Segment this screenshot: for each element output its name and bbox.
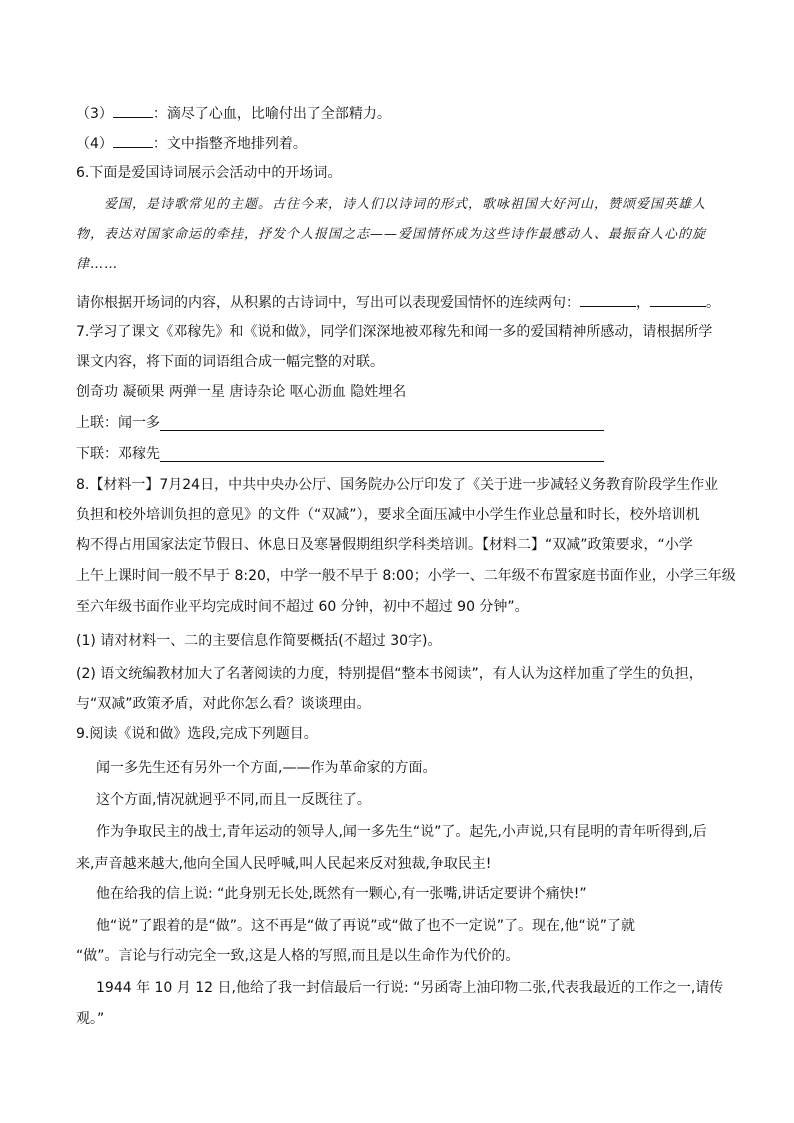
item-text: ：文中指整齐地排列着。 <box>152 136 307 152</box>
passage-line: 爱国，是诗歌常见的主题。古往今来，诗人们以诗词的形式，歌咏祖国大好河山，赞颂爱国英雄人 <box>104 197 707 212</box>
question-8-sub-2: (2) 语文统编教材加大了名著阅读的力度，特别提倡“整本书阅读”，有人认为这样加重了学生的负担， <box>76 666 703 682</box>
vocab-item-3 <box>76 103 391 124</box>
reading-paragraph: 他在给我的信上说: “此身别无长处,既然有一颗心,有一张嘴,讲话定要讲个痛快!” <box>96 886 587 902</box>
question-8-line: 构不得占用国家法定节假日、休息日及寒暑假期组织学科类培训。【材料二】“双减”政策要求，“小学 <box>76 537 693 553</box>
question-9-title: 9.阅读《说和做》选段,完成下列题目。 <box>76 726 318 742</box>
question-8-line: 上午上课时间一般不早于 8:20，中学一般不早于 8:00；小学一、二年级不布置家庭书面作业，小学三年级 <box>76 568 736 584</box>
question-7-line: 课文内容，将下面的词语组合成一幅完整的对联。 <box>76 354 384 370</box>
item-number: （4） <box>76 136 113 152</box>
question-8-line: 负担和校外培训负担的意见》的文件（“双减”），要求全面压减中小学生作业总量和时长，校外培训机 <box>76 507 700 523</box>
opening-speech-passage <box>76 190 726 280</box>
reading-paragraph: 闻一多先生还有另外一个方面,——作为革命家的方面。 <box>96 760 437 776</box>
reading-paragraph: 1944 年 10 月 12 日,他给了我一封信最后一行说: “另函寄上油印物二张,代表我最近的工作之一,请传 <box>96 980 724 996</box>
vocab-item-4 <box>76 133 307 154</box>
separator: ， <box>636 295 650 311</box>
prompt-text: 请你根据开场词的内容，从积累的古诗词中，写出可以表现爱国情怀的连续两句： <box>76 295 580 311</box>
answer-blank-1[interactable] <box>580 292 636 307</box>
question-6-title: 6.下面是爱国诗词展示会活动中的开场词。 <box>76 165 342 181</box>
question-8-line: 至六年级书面作业平均完成时间不超过 60 分钟，初中不超过 90 分钟”。 <box>76 599 529 615</box>
item-text: ：滴尽了心血，比喻付出了全部精力。 <box>152 106 391 122</box>
reading-paragraph-cont: “做”。言论与行动完全一致,这是人格的写照,而且是以生命作为代价的。 <box>76 948 520 964</box>
reading-paragraph-cont: 观。” <box>76 1011 105 1027</box>
item-number: （3） <box>76 106 113 122</box>
question-8-line: 8.【材料一】7月24日，中共中央办公厅、国务院办公厅印发了《关于进一步减轻义务教育阶段学生作业 <box>76 477 719 493</box>
answer-blank-2[interactable] <box>650 292 706 307</box>
upper-couplet-answer-line[interactable] <box>160 430 604 431</box>
answer-blank[interactable] <box>113 133 153 148</box>
word-bank: 创奇功 凝硕果 两弹一星 唐诗杂论 呕心沥血 隐姓埋名 <box>76 384 407 400</box>
lower-couplet-answer-line[interactable] <box>160 461 604 462</box>
question-7-line: 7.学习了课文《邓稼先》和《说和做》，同学们深深地被邓稼先和闻一多的爱国精神所感动，请根据所学 <box>76 324 713 340</box>
reading-paragraph: 他“说”了跟着的是“做”。这不再是“做了再说”或“做了也不一定说”了。现在,他“说”了就 <box>96 918 635 934</box>
upper-couplet-label: 上联：闻一多 <box>76 415 160 431</box>
reading-paragraph: 这个方面,情况就迥乎不同,而且一反既往了。 <box>96 792 371 808</box>
passage-line: 律…… <box>76 257 119 272</box>
reading-paragraph-cont: 来,声音越来越大,他向全国人民呼喊,叫人民起来反对独裁,争取民主! <box>76 856 492 872</box>
question-8-sub-2-cont: 与“双减”政策矛盾，对此你怎么看？谈谈理由。 <box>76 696 371 712</box>
question-6-prompt <box>76 292 720 313</box>
lower-couplet-label: 下联：邓稼先 <box>76 446 160 462</box>
answer-blank[interactable] <box>113 103 153 118</box>
passage-line: 物，表达对国家命运的牵挂，抒发个人报国之志——爱国情怀成为这些诗作最感动人、最振奋人心的旋 <box>76 227 707 242</box>
question-8-sub-1: (1) 请对材料一、二的主要信息作简要概括(不超过 30字)。 <box>76 633 442 649</box>
end-mark: 。 <box>706 295 720 311</box>
reading-paragraph: 作为争取民主的战士,青年运动的领导人,闻一多先生“说”了。起先,小声说,只有昆明的青年听得到,后 <box>96 824 707 840</box>
